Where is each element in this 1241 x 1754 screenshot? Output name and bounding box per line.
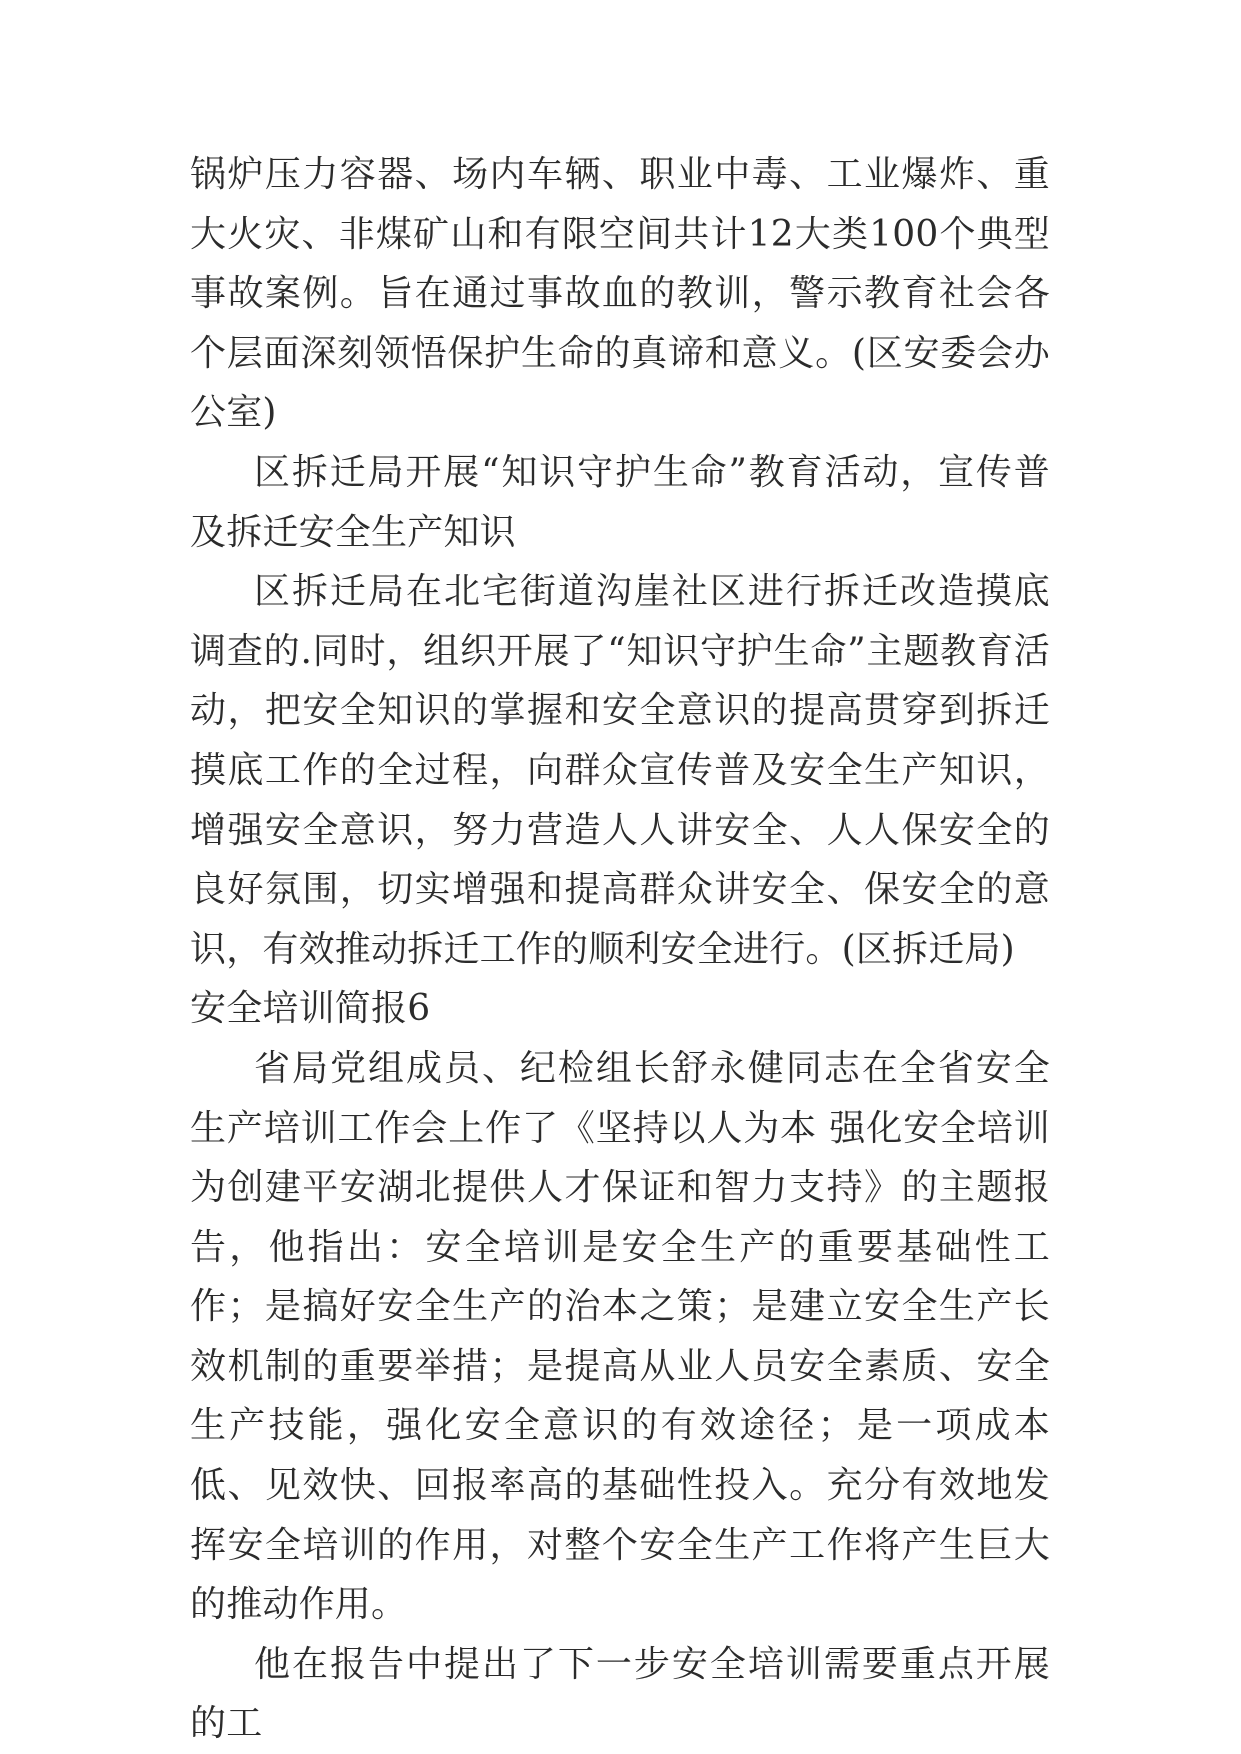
paragraph-demolition-body: 区拆迁局在北宅街道沟崖社区进行拆迁改造摸底调查的.同时，组织开展了“知识守护生命”主题教育活动，把安全知识的掌握和安全意识的提高贯穿到拆迁摸底工作的全过程，向群众宣传普及安全生产知识，增强安全意识，努力营造人人讲安全、人人保安全的良好氛围，切实增强和提高群众讲安全、保安全的意识，有效推动拆迁工作的顺利安全进行。(区拆迁局): [190, 571, 1050, 970]
paragraph-next-steps: 他在报告中提出了下一步安全培训需要重点开展的工: [190, 1643, 1050, 1745]
paragraph-accident-cases: 锅炉压力容器、场内车辆、职业中毒、工业爆炸、重大火灾、非煤矿山和有限空间共计12大类100个典型事故案例。旨在通过事故血的教训，警示教育社会各个层面深刻领悟保护生命的真谛和意义。(区安委会办公室): [190, 154, 1050, 434]
document-body: [190, 145, 1050, 1754]
section-title: 安全培训简报6: [190, 988, 431, 1030]
paragraph-training-report: 省局党组成员、纪检组长舒永健同志在全省安全生产培训工作会上作了《坚持以人为本 强化安全培训 为创建平安湖北提供人才保证和智力支持》的主题报告，他指出：安全培训是安全生产的重要基础性工作；是搞好安全生产的治本之策；是建立安全生产长效机制的重要举措；是提高从业人员安全素质、安全生产技能，强化安全意识的有效途径；是一项成本低、见效快、回报率高的基础性投入。充分有效地发挥安全培训的作用，对整个安全生产工作将产生巨大的推动作用。: [190, 1047, 1050, 1626]
paragraph-demolition-heading: 区拆迁局开展“知识守护生命”教育活动，宣传普及拆迁安全生产知识: [190, 451, 1050, 553]
